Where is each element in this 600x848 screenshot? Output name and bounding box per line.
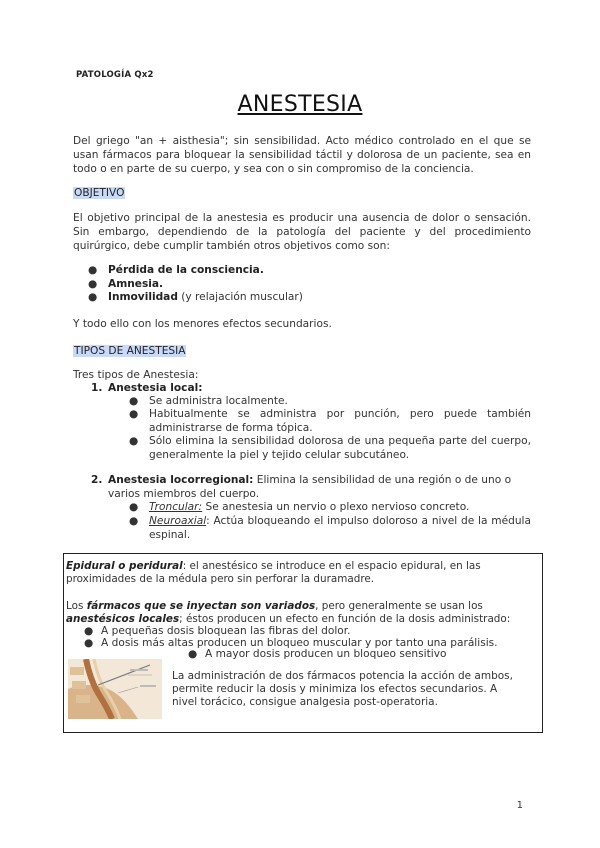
objetivo-paragraph: El objetivo principal de la anestesia es producir una ausencia de dolor o sensación. Sin embargo, dependiendo de la patología del paciente y del procedimiento quirúrgico, debe cumplir también otros objetivos como son: xyxy=(73,212,531,252)
list-item-bold: Amnesia. xyxy=(108,278,164,290)
bullet-icon: ● xyxy=(129,501,139,513)
list-item xyxy=(129,395,529,409)
page-title: ANESTESIA xyxy=(237,92,363,117)
list-item-text: Se administra localmente. xyxy=(149,395,288,407)
item-text: Elimina la sensibilidad de una región o de uno o varios miembros del cuerpo. xyxy=(108,474,512,500)
numbered-item-local xyxy=(91,382,531,396)
list-item-text: A dosis más altas producen un bloqueo muscular y por tanto una parálisis. xyxy=(101,637,498,649)
list-item-bold: Pérdida de la consciencia. xyxy=(108,264,264,276)
list-item xyxy=(188,648,528,662)
farmacos-paragraph xyxy=(66,600,540,627)
list-item xyxy=(129,515,529,543)
list-item-text: Sólo elimina la sensibilidad dolorosa de una pequeña parte del cuerpo, generalmente la piel y tejido celular subcutáneo. xyxy=(149,435,531,461)
item-number: 1. xyxy=(91,382,103,394)
list-item xyxy=(129,435,529,463)
item-title: Anestesia local: xyxy=(108,382,203,394)
combination-paragraph: La administración de dos fármacos potencia la acción de ambos, permite reducir la dosis y minimiza los efectos secundarios. A nivel torácico, consigue analgesia post-operatoria. xyxy=(172,670,513,708)
text-fragment: , pero generalmente se usan los xyxy=(315,600,483,612)
list-item-text: : Actúa bloqueando el impulso doloroso a nivel de la médula espinal. xyxy=(149,515,531,541)
epidural-paragraph xyxy=(66,560,540,587)
bullet-icon: ● xyxy=(88,291,98,303)
term-epidural: Epidural o peridural xyxy=(66,560,183,572)
list-item xyxy=(88,278,528,292)
text-fragment: Los xyxy=(66,600,87,612)
section-heading-tipos: TIPOS DE ANESTESIA xyxy=(74,345,186,357)
list-item-text: Habitualmente se administra por punción, pero puede también administrarse de forma tópica. xyxy=(149,408,531,434)
list-item-bold: Inmovilidad xyxy=(108,291,178,303)
objetivo-closing: Y todo ello con los menores efectos secundarios. xyxy=(73,318,332,330)
list-item xyxy=(88,264,528,278)
bullet-icon: ● xyxy=(84,637,94,649)
tipos-intro: Tres tipos de Anestesia: xyxy=(73,369,199,381)
list-item-text: A pequeñas dosis bloquean las fibras del dolor. xyxy=(101,625,351,637)
bullet-icon: ● xyxy=(188,648,198,660)
bullet-icon: ● xyxy=(129,408,139,420)
epidural-text: : el anestésico se introduce en el espacio epidural, en las proximidades de la médula pero sin perforar la duramadre. xyxy=(66,560,481,586)
item-number: 2. xyxy=(91,474,103,486)
term-troncular: Troncular: xyxy=(149,501,203,513)
list-item-text: A mayor dosis producen un bloqueo sensitivo xyxy=(205,648,447,660)
bold-fragment: fármacos que se inyectan son variados xyxy=(86,600,316,612)
list-item-text: (y relajación muscular) xyxy=(177,291,303,303)
bullet-icon: ● xyxy=(129,395,139,407)
bullet-icon: ● xyxy=(88,278,98,290)
text-fragment: ; éstos producen un efecto en función de la dosis administrado: xyxy=(179,613,511,626)
list-item xyxy=(129,501,529,515)
item-title: Anestesia locorregional: xyxy=(108,474,254,486)
section-heading-objetivo: OBJETIVO xyxy=(74,187,125,199)
numbered-item-locorregional xyxy=(91,474,531,502)
list-item-text: Se anestesia un nervio o plexo nervioso concreto. xyxy=(202,501,470,513)
bold-fragment: anestésicos locales xyxy=(66,613,180,626)
term-neuroaxial: Neuroaxial xyxy=(149,515,207,527)
list-item xyxy=(88,291,528,305)
bullet-icon: ● xyxy=(88,264,98,276)
epidural-illustration xyxy=(68,659,162,719)
page-number: 1 xyxy=(516,800,523,811)
course-header: PATOLOGÍA Qx2 xyxy=(76,70,154,80)
list-item xyxy=(129,408,529,436)
bullet-icon: ● xyxy=(84,625,94,637)
bullet-icon: ● xyxy=(129,435,139,447)
intro-paragraph: Del griego "an + aisthesia"; sin sensibilidad. Acto médico controlado en el que se usan fármacos para bloquear la sensibilidad táctil y dolorosa de un paciente, sea en todo o en parte de su cuerpo, y sea con o sin compromiso de la conciencia. xyxy=(73,135,531,175)
bullet-icon: ● xyxy=(129,515,139,527)
